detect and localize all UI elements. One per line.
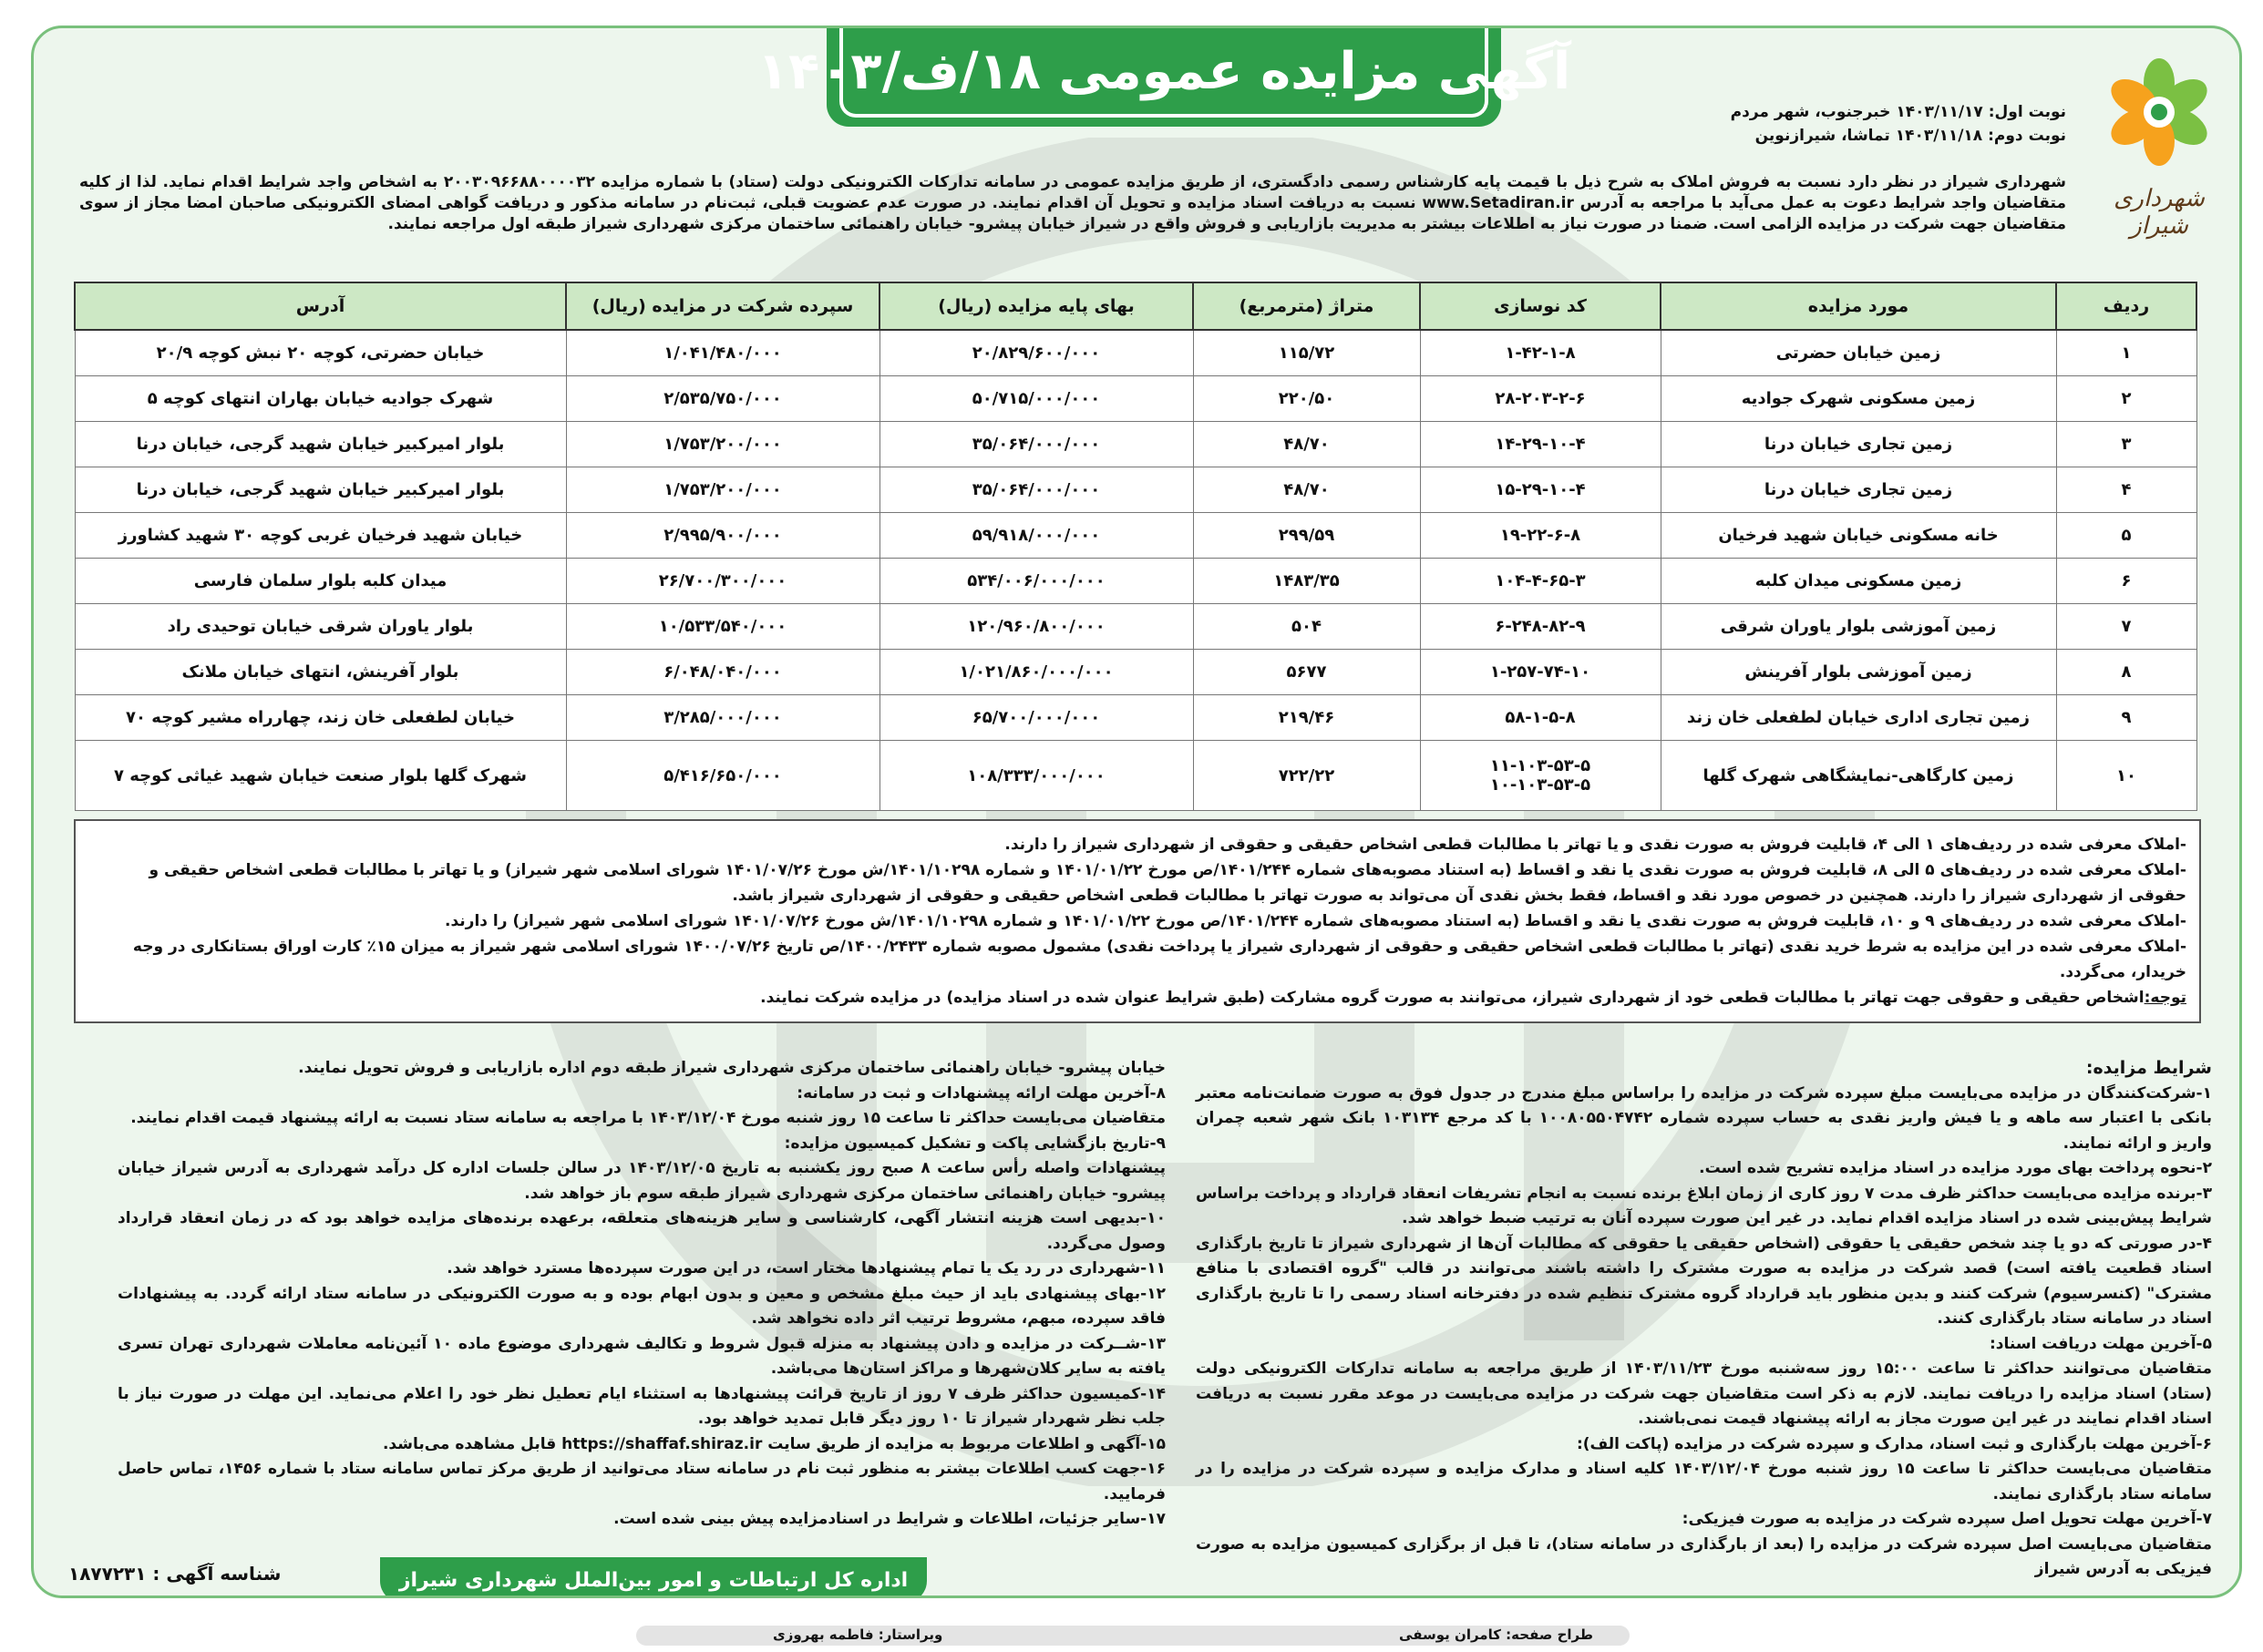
cell-area: ۴۸/۷۰	[1193, 467, 1420, 513]
cell-row-number: ۷	[2056, 604, 2196, 650]
cell-item: خانه مسکونی خیابان شهید فرخیان	[1661, 513, 2056, 559]
notes-box	[74, 819, 2201, 1023]
cell-deposit: ۱/۷۵۳/۲۰۰/۰۰۰	[566, 422, 879, 467]
condition-item: ۱۵-آگهی و اطلاعات مربوط به مزایده از طریق سایت https://shaffaf.shiraz.ir قابل مشاهده می‌باشد.	[382, 1434, 1166, 1453]
cell-deposit: ۲/۹۹۵/۹۰۰/۰۰۰	[566, 513, 879, 559]
note-item: -املاک معرفی شده در ردیف‌های ۱ الی ۴، قابلیت فروش به صورت نقدی و یا تهاتر با مطالبات قطعی اشخاص حقیقی و حقوقی از شهرداری شیراز را دارند.	[1004, 836, 2186, 854]
table-row	[75, 513, 2196, 559]
conditions-left-column	[118, 1056, 1166, 1533]
cell-item: زمین تجاری خیابان درنا	[1661, 467, 2056, 513]
cell-area: ۱۴۸۳/۳۵	[1193, 559, 1420, 604]
note-attention-text: اشخاص حقیقی و حقوقی جهت تهاتر با مطالبات قطعی خود از شهرداری شیراز، می‌توانند به صورت گروه مشارکت (طبق شرایط عنوان شده در اسناد مزایده) در مزایده شرکت نمایند.	[760, 989, 2145, 1007]
col-header-row-number: ردیف	[2056, 282, 2196, 330]
page-credits	[636, 1626, 1630, 1646]
table-header-row	[75, 282, 2196, 330]
cell-row-number: ۳	[2056, 422, 2196, 467]
cell-row-number: ۶	[2056, 559, 2196, 604]
cell-code: ۵۸-۱-۵-۸	[1420, 695, 1661, 741]
condition-item: متقاضیان می‌بایست حداکثر تا ساعت ۱۵ روز شنبه مورخ ۱۴۰۳/۱۲/۰۴ با مراجعه به سامانه ستاد نسبت به ارائه پیشنهاد قیمت اقدام نمایند.	[130, 1109, 1166, 1127]
cell-item: زمین مسکونی شهرک جوادیه	[1661, 376, 2056, 422]
cell-item: زمین آموزشی بلوار آفرینش	[1661, 650, 2056, 695]
condition-item: ۳-برنده مزایده می‌بایست حداکثر ظرف مدت ۷ روز کاری از زمان ابلاغ برنده نسبت به انجام تشریفات انعقاد قرارداد و پرداخت براساس شرایط پیش‌بینی شده در اسناد مزایده اقدام نماید. در غیر این صورت سپرده آنان به ترتیب ضبط خواهد شد.	[1196, 1184, 2212, 1227]
cell-area: ۵۰۴	[1193, 604, 1420, 650]
cell-base-price: ۲۰/۸۲۹/۶۰۰/۰۰۰	[879, 330, 1193, 376]
cell-base-price: ۳۵/۰۶۴/۰۰۰/۰۰۰	[879, 467, 1193, 513]
cell-item: زمین آموزشی بلوار یاوران شرقی	[1661, 604, 2056, 650]
cell-code: ۱-۴۲-۱-۸	[1420, 330, 1661, 376]
condition-item: ۹-تاریخ بازگشایی پاکت و تشکیل کمیسیون مزایده:	[784, 1134, 1166, 1153]
office-banner	[380, 1557, 927, 1598]
cell-deposit: ۶/۰۴۸/۰۴۰/۰۰۰	[566, 650, 879, 695]
cell-base-price: ۱۰۸/۳۳۳/۰۰۰/۰۰۰	[879, 741, 1193, 811]
cell-deposit: ۵/۴۱۶/۶۵۰/۰۰۰	[566, 741, 879, 811]
cell-base-price: ۵۰/۷۱۵/۰۰۰/۰۰۰	[879, 376, 1193, 422]
condition-item: ۷-آخرین مهلت تحویل اصل سپرده شرکت در مزایده به صورت فیزیکی:	[1682, 1510, 2212, 1528]
cell-item: زمین مسکونی میدان کلبه	[1661, 559, 2056, 604]
cell-area: ۴۸/۷۰	[1193, 422, 1420, 467]
table-row	[75, 604, 2196, 650]
cell-base-price: ۳۵/۰۶۴/۰۰۰/۰۰۰	[879, 422, 1193, 467]
cell-code: ۱۹-۲۲-۶-۸	[1420, 513, 1661, 559]
condition-item: ۱۴-کمیسیون حداکثر ظرف ۷ روز از تاریخ قرائت پیشنهادها به استثناء ایام تعطیل نظر خود را اعلام می‌نماید. این مهلت در صورت نیاز با جلب نظر شهردار شیراز تا ۱۰ روز دیگر قابل تمدید خواهد بود.	[118, 1384, 1167, 1428]
cell-deposit: ۱۰/۵۳۳/۵۴۰/۰۰۰	[566, 604, 879, 650]
cell-address: خیابان لطفعلی خان زند، چهارراه مشیر کوچه ۷۰	[75, 695, 566, 741]
cell-address: خیابان حضرتی، کوچه ۲۰ نبش کوچه ۲۰/۹	[75, 330, 566, 376]
ad-id: شناسه آگهی : ۱۸۷۷۲۳۱	[68, 1563, 282, 1585]
table-row	[75, 695, 2196, 741]
conditions-title: شرایط مزایده:	[2085, 1058, 2212, 1078]
cell-address: بلوار آفرینش، انتهای خیابان ملانک	[75, 650, 566, 695]
cell-code: ۲۸-۲۰۳-۲-۶	[1420, 376, 1661, 422]
cell-deposit: ۲۶/۷۰۰/۳۰۰/۰۰۰	[566, 559, 879, 604]
condition-item: ۱۷-سایر جزئیات، اطلاعات و شرایط در اسنادمزایده پیش بینی شده است.	[613, 1510, 1166, 1528]
title-banner	[756, 28, 1571, 127]
cell-row-number: ۹	[2056, 695, 2196, 741]
cell-deposit: ۳/۲۸۵/۰۰۰/۰۰۰	[566, 695, 879, 741]
condition-item: ۴-در صورتی که دو یا چند شخص حقیقی یا حقوقی (اشخاص حقیقی یا حقوقی که مطالبات آن‌ها از شهرداری شیراز تا تاریخ بارگذاری اسناد قطعیت یافته است) قصد شرکت در مزایده به صورت مشترک را داشته باشند می‌توانند در قالب "گروه اقتصادی با منافع مشترک" (کنسرسیوم) شرکت کنند و بدین منظور باید قرارداد گروه مشترک تنظیم شده در دفترخانه اسناد رسمی را تا تاریخ بارگذاری اسناد در سامانه ستاد بارگذاری کنند.	[1196, 1234, 2212, 1328]
cell-item: زمین تجاری اداری خیابان لطفعلی خان زند	[1661, 695, 2056, 741]
cell-code: ۱۰۴-۴-۶۵-۳	[1420, 559, 1661, 604]
cell-address: خیابان شهید فرخیان غربی کوچه ۳۰ شهید کشاورز	[75, 513, 566, 559]
cell-code: ۶-۲۴۸-۸۲-۹	[1420, 604, 1661, 650]
condition-item: پیشنهادات واصله رأس ساعت ۸ صبح روز یکشنبه به تاریخ ۱۴۰۳/۱۲/۰۵ در سالن جلسات اداره کل درآمد شهرداری به آدرس شیراز خیابان پیشرو- خیابان راهنمائی ساختمان مرکزی شهرداری شیراز طبقه سوم باز خواهد شد.	[118, 1159, 1166, 1203]
table-row	[75, 741, 2196, 811]
cell-code: ۱-۲۵۷-۷۴-۱۰	[1420, 650, 1661, 695]
condition-item: ۸-آخرین مهلت ارائه پیشنهادات و ثبت در سامانه:	[797, 1083, 1166, 1103]
table-row	[75, 467, 2196, 513]
cell-address: بلوار امیرکبیر خیابان شهید گرجی، خیابان درنا	[75, 467, 566, 513]
condition-item: ۱۳-شــرکت در مزایده و دادن پیشنهاد به منزله قبول شروط و تکالیف شهرداری موضوع ماده ۱۰ آئین‌نامه معاملات شهرداری تهران تسری یافته به سایر کلان‌شهرها و مراکز استان‌ها می‌باشد.	[118, 1334, 1167, 1378]
cell-item: زمین خیابان حضرتی	[1661, 330, 2056, 376]
cell-base-price: ۶۵/۷۰۰/۰۰۰/۰۰۰	[879, 695, 1193, 741]
cell-item: زمین تجاری خیابان درنا	[1661, 422, 2056, 467]
cell-address: میدان کلبه بلوار سلمان فارسی	[75, 559, 566, 604]
cell-base-price: ۱۲۰/۹۶۰/۸۰۰/۰۰۰	[879, 604, 1193, 650]
condition-item: خیابان پیشرو- خیابان راهنمائی ساختمان مرکزی شهرداری شیراز طبقه دوم اداره بازاریابی و فروش تحویل نمایند.	[298, 1059, 1166, 1077]
note-item: -املاک معرفی شده در ردیف‌های ۵ الی ۸، قابلیت فروش به صورت نقدی یا نقد و اقساط (به استناد مصوبه‌های شماره ۱۴۰۱/۲۴۴/ص مورخ ۱۴۰۱/۰۱/۲۲ و شماره ۱۴۰۱/۱۰۲۹۸/ش مورخ ۱۴۰۱/۰۷/۲۶ شورای اسلامی شهر شیراز) و یا تهاتر با مطالبات قطعی اشخاص حقیقی و حقوقی از شهرداری شیراز را دارند. همچنین در خصوص مورد نقد و اقساط، فقط بخش نقدی آن می‌تواند به صورت تهاتر با مطالبات قطعی اشخاص حقیقی و حقوقی از شهرداری شیراز باشد.	[149, 861, 2186, 905]
cell-code-line-1: ۱۱-۱۰۳-۵۳-۵	[1489, 756, 1591, 775]
office-name: اداره کل ارتباطات و امور بین‌الملل شهرداری شیراز	[398, 1568, 909, 1592]
col-header-address: آدرس	[75, 282, 566, 330]
cell-row-number: ۱	[2056, 330, 2196, 376]
note-attention-label: توجه:	[2144, 989, 2186, 1007]
logo-caption: شهرداری شیراز	[2114, 185, 2205, 240]
table-row	[75, 376, 2196, 422]
cell-base-price: ۱/۰۲۱/۸۶۰/۰۰۰/۰۰۰	[879, 650, 1193, 695]
notice-first: نوبت اول: ۱۴۰۳/۱۱/۱۷ خبرجنوب، شهر مردم	[1730, 103, 2066, 121]
credit-designer: طراح صفحه: کامران یوسفی	[1399, 1626, 1593, 1643]
col-header-area: متراژ (مترمربع)	[1193, 282, 1420, 330]
cell-row-number: ۴	[2056, 467, 2196, 513]
col-header-code: کد نوسازی	[1420, 282, 1661, 330]
cell-base-price: ۵۹/۹۱۸/۰۰۰/۰۰۰	[879, 513, 1193, 559]
cell-item: زمین کارگاهی-نمایشگاهی شهرک گلها	[1661, 741, 2056, 811]
ad-title: آگهی مزایده عمومی ۱۸/ف/۱۴۰۳	[756, 41, 1571, 101]
cell-area: ۲۲۰/۵۰	[1193, 376, 1420, 422]
table-row	[75, 422, 2196, 467]
cell-code: ۱۴-۲۹-۱۰-۴	[1420, 422, 1661, 467]
note-item: -املاک معرفی شده در این مزایده به شرط خرید نقدی (تهاتر با مطالبات قطعی اشخاص حقیقی و حقوقی از شهرداری شیراز یا پرداخت نقدی) مشمول مصوبه شماره ۱۴۰۰/۲۴۳۳/ص تاریخ ۱۴۰۰/۰۷/۲۶ شورای اسلامی شهر شیراز به میزان ۱۵٪ کارت اوراق بستانکاری در وجه خریدار، می‌گردد.	[132, 938, 2186, 981]
auction-items-table	[74, 282, 2197, 811]
cell-deposit: ۱/۰۴۱/۴۸۰/۰۰۰	[566, 330, 879, 376]
credit-editor: ویراستار: فاطمه بهروزی	[773, 1626, 943, 1643]
cell-row-number: ۵	[2056, 513, 2196, 559]
table-row	[75, 559, 2196, 604]
col-header-item: مورد مزایده	[1661, 282, 2056, 330]
condition-item: ۱۰-بدیهی است هزینه انتشار آگهی، کارشناسی و سایر هزینه‌های متعلقه، برعهده برنده‌های مزایده خواهد بود که در زمان انعقاد قرارداد وصول می‌گردد.	[118, 1209, 1166, 1253]
condition-item: ۱۶-جهت کسب اطلاعات بیشتر به منظور ثبت نام در سامانه ستاد می‌توانید از طریق مرکز تماس سامانه ستاد با شماره ۱۴۵۶، تماس حاصل فرمایید.	[118, 1460, 1166, 1503]
table-row	[75, 650, 2196, 695]
cell-address: شهرک گلها بلوار صنعت خیابان شهید غیاثی کوچه ۷	[75, 741, 566, 811]
cell-base-price: ۵۳۴/۰۰۶/۰۰۰/۰۰۰	[879, 559, 1193, 604]
intro-paragraph: شهرداری شیراز در نظر دارد نسبت به فروش املاک به شرح ذیل با قیمت پایه کارشناس رسمی دادگستری، از طریق مزایده عمومی در سامانه تدارکات الکترونیکی دولت (ستاد) با شماره مزایده ۲۰۰۳۰۹۶۶۸۸۰۰۰۰۳۲ به اشخاص واجد شرایط اقدام نماید. لذا از کلیه متقاضیان واجد شرایط دعوت به عمل می‌آید با مراجعه به آدرس www.Setadiran.ir نسبت به دریافت اسناد مزایده و تحویل آن اقدام نمایند. در صورت عدم عضویت قبلی، ثبت‌نام در سامانه مذکور و دریافت گواهی امضای الکترونیکی صاحبان امضا مجاز از سوی متقاضیان جهت شرکت در مزایده الزامی است. ضمنا در صورت نیاز به اطلاعات بیشتر به مدیریت بازاریابی و فروش واقع در شیراز خیابان پیشرو- خیابان راهنمائی ساختمان مرکزی شهرداری شیراز طبقه اول مراجعه نمایند.	[79, 173, 2067, 233]
cell-row-number: ۱۰	[2056, 741, 2196, 811]
cell-address: بلوار امیرکبیر خیابان شهید گرجی، خیابان درنا	[75, 422, 566, 467]
cell-area: ۲۹۹/۵۹	[1193, 513, 1420, 559]
cell-code	[1420, 741, 1661, 811]
cell-deposit: ۲/۵۳۵/۷۵۰/۰۰۰	[566, 376, 879, 422]
cell-area: ۱۱۵/۷۲	[1193, 330, 1420, 376]
cell-row-number: ۲	[2056, 376, 2196, 422]
condition-item: ۶-آخرین مهلت بارگذاری و ثبت اسناد، مدارک و سپرده شرکت در مزایده (پاکت الف):	[1576, 1434, 2212, 1453]
cell-area: ۷۲۲/۲۲	[1193, 741, 1420, 811]
note-attention	[88, 985, 2186, 1011]
cell-code: ۱۵-۲۹-۱۰-۴	[1420, 467, 1661, 513]
condition-item: متقاضیان می‌بایست اصل سپرده شرکت در مزایده را (بعد از بارگذاری در سامانه ستاد)، تا قبل از برگزاری کمیسیون مزایده به صورت فیزیکی به آدرس شیراز	[1196, 1534, 2212, 1578]
notice-second: نوبت دوم: ۱۴۰۳/۱۱/۱۸ تماشا، شیرازنوین	[1754, 127, 2066, 145]
condition-item: ۱۲-بهای پیشنهادی باید از حیث مبلغ مشخص و معین و بدون ابهام بوده و به صورت الکترونیکی در سامانه ستاد ارائه گردد. به پیشنهادات فاقد سپرده، مبهم، مشروط ترتیب اثر داده نخواهد شد.	[118, 1284, 1166, 1328]
condition-item: متقاضیان می‌توانند حداکثر تا ساعت ۱۵:۰۰ روز سه‌شنبه مورخ ۱۴۰۳/۱۱/۲۳ از طریق مراجعه به سامانه تدارکات الکترونیکی دولت (ستاد) اسناد مزایده را دریافت نمایند. لازم به ذکر است متقاضیان جهت شرکت در مزایده می‌بایست در موعد مقرر نسبت به دریافت اسناد اقدام نمایند در غیر این صورت مجاز به ارائه پیشنهاد قیمت نمی‌باشند.	[1196, 1360, 2212, 1428]
cell-area: ۵۶۷۷	[1193, 650, 1420, 695]
cell-address: بلوار یاوران شرقی خیابان توحیدی راد	[75, 604, 566, 650]
conditions-right-column	[1196, 1056, 2212, 1583]
cell-area: ۲۱۹/۴۶	[1193, 695, 1420, 741]
table-row	[75, 330, 2196, 376]
col-header-base-price: بهای پایه مزایده (ریال)	[879, 282, 1193, 330]
note-item: -املاک معرفی شده در ردیف‌های ۹ و ۱۰، قابلیت فروش به صورت نقدی یا نقد و اقساط (به استناد مصوبه‌های شماره ۱۴۰۱/۲۴۴/ص مورخ ۱۴۰۱/۰۱/۲۲ و شماره ۱۴۰۱/۱۰۲۹۸/ش مورخ ۱۴۰۱/۰۷/۲۶ شورای اسلامی شهر شیراز) را دارند.	[445, 912, 2186, 930]
ad-page	[31, 26, 2242, 1598]
cell-row-number: ۸	[2056, 650, 2196, 695]
condition-item: متقاضیان می‌بایست حداکثر تا ساعت ۱۵ روز شنبه مورخ ۱۴۰۳/۱۲/۰۴ کلیه اسناد و مدارک مزایده و سپرده شرکت در مزایده را در سامانه ستاد بارگذاری نمایند.	[1196, 1460, 2212, 1503]
col-header-deposit: سپرده شرکت در مزایده (ریال)	[566, 282, 879, 330]
cell-code-line-2: ۱۰-۱۰۳-۵۳-۵	[1489, 775, 1591, 795]
cell-deposit: ۱/۷۵۳/۲۰۰/۰۰۰	[566, 467, 879, 513]
condition-item: ۲-نحوه پرداخت بهای مورد مزایده در اسناد مزایده تشریح شده است.	[1699, 1159, 2212, 1177]
condition-item: ۱-شرکت‌کنندگان در مزایده می‌بایست مبلغ سپرده شرکت در مزایده را براساس مبلغ مندرج در جدول فوق به صورت ضمانت‌نامه معتبر بانکی با اعتبار سه ماهه و یا فیش واریز نقدی به حساب سپرده شماره ۱۰۰۸۰۵۵۰۴۷۴۲ با کد مرجع ۱۰۳۱۳۴ بانک شهر شعبه چمران واریز و ارائه نمایند.	[1196, 1083, 2212, 1153]
condition-item: ۵-آخرین مهلت دریافت اسناد:	[1989, 1334, 2212, 1353]
condition-item: ۱۱-شهرداری در رد یک یا تمام پیشنهادها مختار است، در این صورت سپرده‌ها مسترد خواهد شد.	[447, 1259, 1166, 1277]
cell-address: شهرک جوادیه خیابان بهاران انتهای کوچه ۵	[75, 376, 566, 422]
